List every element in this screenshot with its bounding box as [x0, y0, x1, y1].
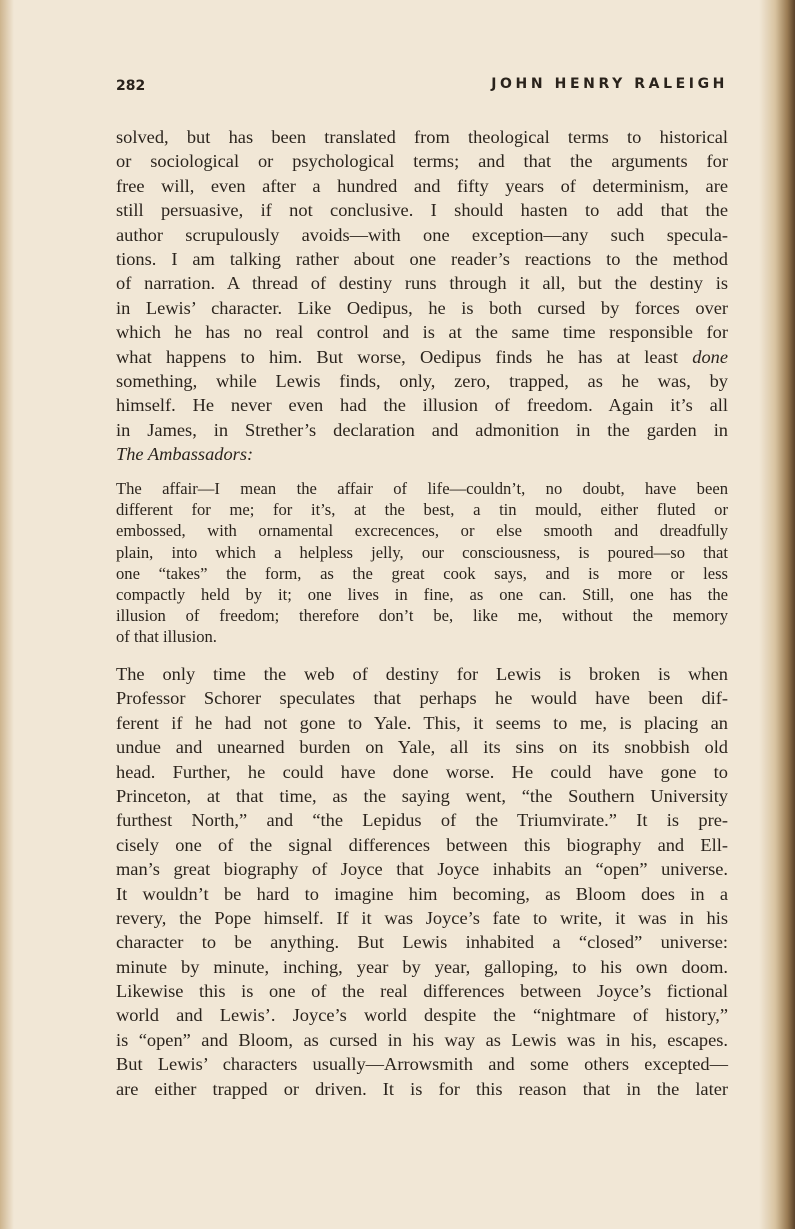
text-line: world and Lewis’. Joyce’s world despite the “nightmare of history,”	[116, 1005, 728, 1026]
quote-line: embossed, with ornamental excrecences, or else smooth and dreadfully	[116, 521, 728, 541]
text-line: something, while Lewis finds, only, zero, trapped, as he was, by	[116, 370, 728, 391]
text-line: It wouldn’t be hard to imagine him becoming, as Bloom does in a	[116, 883, 728, 904]
text-line: head. Further, he could have done worse. He could have gone to	[116, 761, 728, 782]
text-line: minute by minute, inching, year by year, galloping, to his own doom.	[116, 956, 728, 977]
block-quote	[116, 478, 728, 648]
text-line: character to be anything. But Lewis inhabited a “closed” universe:	[116, 932, 728, 953]
text-line-with-italic	[116, 345, 728, 369]
text-line-segment: what happens to him. But worse, Oedipus finds he has at least	[116, 346, 679, 367]
quote-line: one “takes” the form, as the great cook says, and is more or less	[116, 563, 728, 583]
page-edge-shadow	[759, 0, 795, 1229]
text-line: Professor Schorer speculates that perhaps he would have been dif-	[116, 688, 728, 709]
italic-word: done	[692, 346, 728, 367]
text-line: of narration. A thread of destiny runs through it all, but the destiny is	[116, 273, 728, 294]
page-header	[116, 76, 728, 100]
quote-line: compactly held by it; one lives in fine, as one can. Still, one has the	[116, 584, 728, 604]
text-line: But Lewis’ characters usually—Arrowsmith and some others excepted—	[116, 1054, 728, 1075]
text-line: The only time the web of destiny for Lewis is broken is when	[116, 664, 728, 684]
text-line: author scrupulously avoids—with one exception—any such specula-	[116, 224, 728, 245]
text-line: Likewise this is one of the real differences between Joyce’s fictional	[116, 981, 728, 1002]
text-line: in Lewis’ character. Like Oedipus, he is both cursed by forces over	[116, 297, 728, 318]
text-line: himself. He never even had the illusion of freedom. Again it’s all	[116, 395, 728, 416]
text-line: solved, but has been translated from theological terms to historical	[116, 127, 728, 147]
text-line: in James, in Strether’s declaration and admonition in the garden in	[116, 419, 728, 440]
text-line: still persuasive, if not conclusive. I should hasten to add that the	[116, 200, 728, 221]
quote-line: illusion of freedom; therefore don’t be, like me, without the memory	[116, 606, 728, 626]
text-line: Princeton, at that time, as the saying went, “the Southern University	[116, 785, 728, 806]
book-title: The Ambassadors:	[116, 444, 254, 465]
text-line: furthest North,” and “the Lepidus of the Triumvirate.” It is pre-	[116, 810, 728, 831]
text-line: tions. I am talking rather about one reader’s reactions to the method	[116, 248, 728, 269]
page-gutter-shadow	[0, 0, 14, 1229]
text-line: are either trapped or driven. It is for this reason that in the later	[116, 1078, 728, 1099]
quote-line: of that illusion.	[116, 627, 217, 647]
quote-line: different for me; for it’s, at the best, a tin mould, either fluted or	[116, 500, 728, 520]
paragraph-2	[116, 662, 728, 1101]
running-head: JOHN HENRY RALEIGH	[491, 76, 728, 92]
text-line: free will, even after a hundred and fifty years of determinism, are	[116, 175, 728, 196]
paragraph-1	[116, 125, 728, 466]
text-line: ferent if he had not gone to Yale. This, it seems to me, is placing an	[116, 712, 728, 733]
page-number: 282	[116, 78, 146, 94]
text-line: revery, the Pope himself. If it was Joyce’s fate to write, it was in his	[116, 907, 728, 928]
text-line: undue and unearned burden on Yale, all its sins on its snobbish old	[116, 737, 728, 758]
text-line: or sociological or psychological terms; and that the arguments for	[116, 151, 728, 172]
book-title-line	[116, 442, 728, 466]
quote-line: The affair—I mean the affair of life—couldn’t, no doubt, have been	[116, 479, 728, 498]
text-line: man’s great biography of Joyce that Joyce inhabits an “open” universe.	[116, 859, 728, 880]
text-line: which he has no real control and is at the same time responsible for	[116, 322, 728, 343]
quote-line: plain, into which a helpless jelly, our consciousness, is poured—so that	[116, 542, 728, 562]
text-line: cisely one of the signal differences between this biography and Ell-	[116, 834, 728, 855]
text-line: is “open” and Bloom, as cursed in his way as Lewis was in his, escapes.	[116, 1029, 728, 1050]
